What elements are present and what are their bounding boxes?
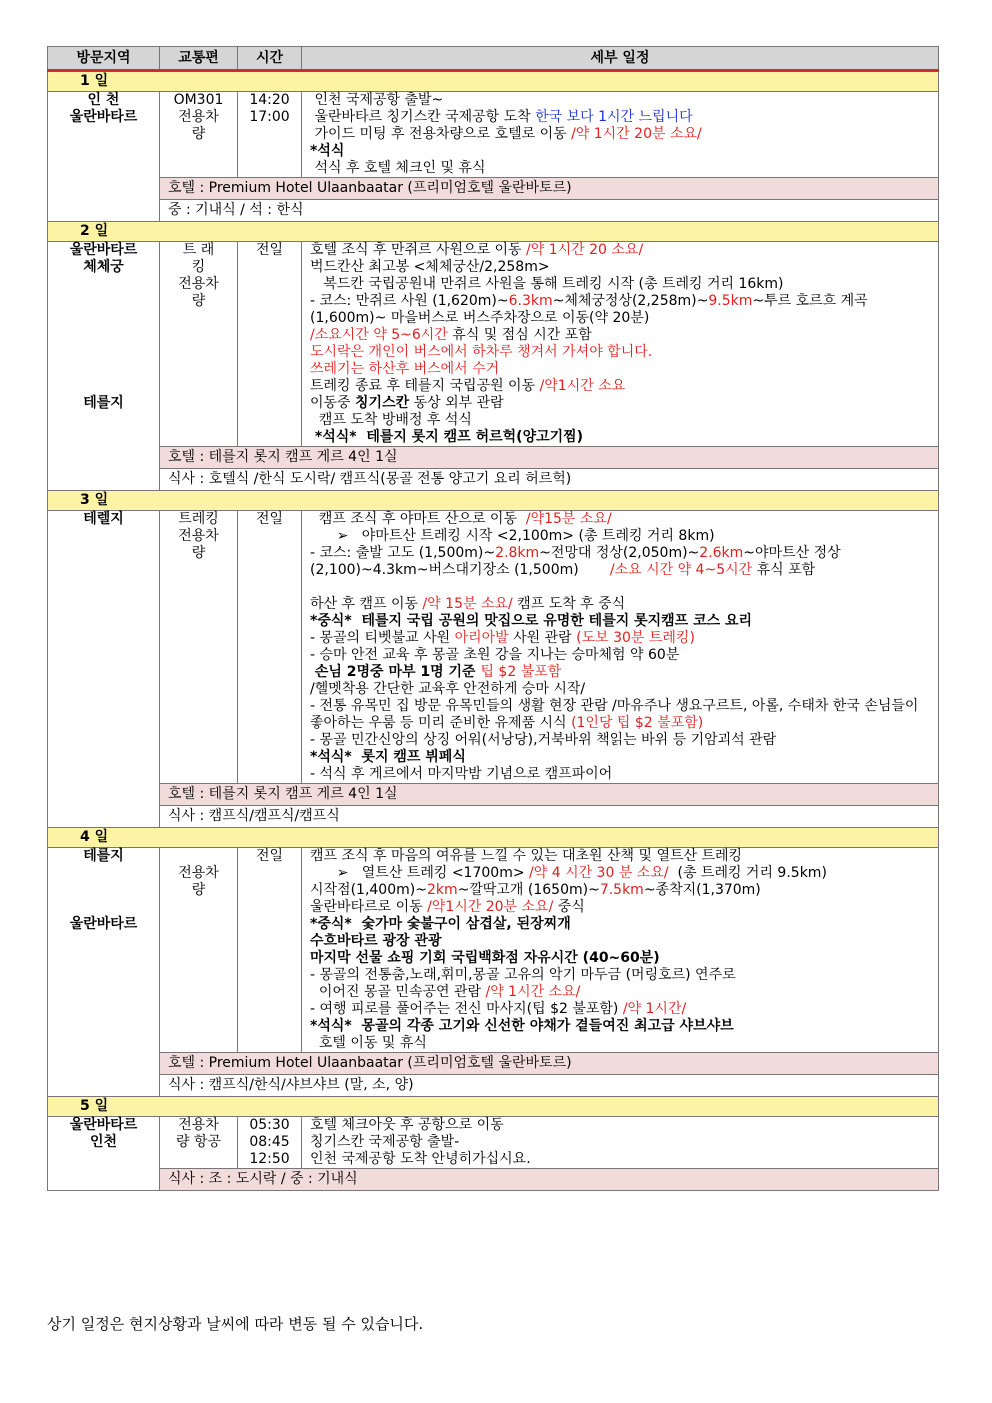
detail-text: /약 1시간 20분 소요/ bbox=[571, 126, 702, 142]
detail-text: 호텔 이동 및 휴식 bbox=[310, 1035, 427, 1051]
meal-row bbox=[48, 469, 939, 491]
detail-text: 도시락은 개인이 버스에서 하차루 챙겨서 가셔야 합니다. bbox=[310, 344, 653, 360]
detail-text: 칭기스칸 국제공항 출발- bbox=[310, 1134, 460, 1150]
detail-text: 가이드 미팅 후 전용차량으로 호텔로 이동 bbox=[310, 126, 572, 142]
day-row bbox=[48, 491, 939, 511]
detail-line bbox=[310, 511, 934, 528]
detail-line bbox=[310, 395, 934, 412]
meal-info: 식사 : 캠프식/캠프식/캠프식 bbox=[160, 806, 939, 828]
detail-line bbox=[310, 242, 934, 259]
detail-line bbox=[310, 698, 934, 732]
detail-text: - 코스: 만쥐르 사원 (1,620m)~ bbox=[310, 293, 509, 309]
transport-cell: 전용차 량 항공 bbox=[160, 1117, 238, 1169]
detail-text: 석식 후 호텔 체크인 및 휴식 bbox=[310, 160, 486, 176]
detail-text: *중식* 숯가마 숯불구이 삼겹살, 된장찌개 bbox=[310, 916, 571, 932]
detail-text: *석식* 몽골의 각종 고기와 신선한 야채가 곁들여진 최고급 샤브샤브 bbox=[310, 1018, 734, 1034]
meal-row bbox=[48, 1169, 939, 1191]
detail-line bbox=[310, 143, 934, 160]
transport-cell: 전용차 량 bbox=[160, 848, 238, 1053]
detail-line bbox=[310, 276, 934, 293]
detail-line bbox=[310, 126, 934, 143]
hotel-info: 호텔 : 테를지 롯지 캠프 게르 4인 1실 bbox=[160, 784, 939, 806]
transport-cell: OM301 전용차 량 bbox=[160, 92, 238, 178]
detail-text: 사원 관람 bbox=[508, 630, 577, 646]
detail-text: ~전망대 정상(2,050m)~ bbox=[539, 545, 700, 561]
detail-text: - 석식 후 게르에서 마지막밤 기념으로 캠프파이어 bbox=[310, 766, 613, 782]
detail-text: ~투르 호르흐 계곡 (1,600m)~ 마을버스로 버스주차장으로 이동(약 20분) bbox=[310, 293, 873, 326]
time-cell: 전일 bbox=[238, 848, 302, 1053]
detail-line bbox=[310, 1018, 934, 1035]
detail-line bbox=[310, 899, 934, 916]
meal-row bbox=[48, 806, 939, 828]
hotel-info: 호텔 : Premium Hotel Ulaanbaatar (프리미엄호텔 울란바토르) bbox=[160, 178, 939, 200]
meal-row bbox=[48, 200, 939, 222]
detail-line bbox=[310, 259, 934, 276]
detail-text: - 몽골 민간신앙의 상징 어워(서낭당),거북바위 책읽는 바위 등 기암괴석 관람 bbox=[310, 732, 777, 748]
detail-text: /약 1시간 20 소요/ bbox=[526, 242, 644, 258]
footnote: 상기 일정은 현지상황과 날씨에 따라 변동 될 수 있습니다. bbox=[47, 1315, 424, 1333]
day-row bbox=[48, 828, 939, 848]
detail-text: 9.5km bbox=[708, 293, 753, 309]
detail-cell bbox=[302, 848, 939, 1053]
detail-text: 2km bbox=[426, 882, 458, 898]
detail-line bbox=[310, 579, 934, 596]
detail-text: /약 1시간 소요/ bbox=[485, 984, 581, 1000]
detail-line bbox=[310, 1001, 934, 1018]
detail-text: /약 1시간/ bbox=[622, 1001, 687, 1017]
detail-line bbox=[310, 916, 934, 933]
detail-text: 복드칸 국립공원내 만쥐르 사원을 통해 트레킹 시작 (총 트레킹 거리 16km) bbox=[310, 276, 784, 292]
detail-text: 휴식 포함 bbox=[752, 562, 816, 578]
detail-line bbox=[310, 681, 934, 698]
detail-line bbox=[310, 933, 934, 950]
region-cell: 테렐지 bbox=[48, 511, 160, 828]
detail-text: *석식* 롯지 캠프 뷔페식 bbox=[310, 749, 466, 765]
hotel-row bbox=[48, 447, 939, 469]
detail-line bbox=[310, 1117, 934, 1134]
detail-text: ~야마트산 정상(2,100)~4.3km~버스대기장소 (1,500m) bbox=[310, 545, 841, 578]
schedule-row bbox=[48, 848, 939, 1053]
detail-text: ~체체궁정상(2,258m)~ bbox=[552, 293, 709, 309]
detail-cell bbox=[302, 511, 939, 784]
detail-text: *중식* 테를지 국립 공원의 맛집으로 유명한 테를지 롯지캠프 코스 요리 bbox=[310, 613, 753, 629]
header-transport: 교통편 bbox=[160, 47, 238, 71]
meal-info: 식사 : 조 : 도시락 / 중 : 기내식 bbox=[160, 1169, 939, 1191]
detail-text: 울란바타르 칭기스칸 국제공항 도착 bbox=[310, 109, 536, 125]
detail-text: 울란바타르로 이동 bbox=[310, 899, 428, 915]
day-row bbox=[48, 71, 939, 92]
detail-line bbox=[310, 361, 934, 378]
detail-text: 마지막 선물 쇼핑 기회 국립백화점 자유시간 (40~60분) bbox=[310, 950, 660, 966]
transport-cell: 트 래 킹 전용차 량 bbox=[160, 242, 238, 447]
detail-line bbox=[310, 1134, 934, 1151]
detail-line bbox=[310, 732, 934, 749]
schedule-row bbox=[48, 1117, 939, 1169]
detail-text: 동상 외부 관람 bbox=[409, 395, 504, 411]
detail-text: 호텔 조식 후 만쥐르 사원으로 이동 bbox=[310, 242, 527, 258]
detail-text: 휴식 및 점심 시간 포함 bbox=[447, 327, 592, 343]
detail-text: (1인당 팁 $2 불포함) bbox=[571, 715, 704, 731]
detail-text: /소요 시간 약 4~5시간 bbox=[609, 562, 753, 578]
detail-cell bbox=[302, 242, 939, 447]
schedule-row bbox=[48, 242, 939, 447]
detail-line bbox=[310, 429, 934, 446]
meal-info: 중 : 기내식 / 석 : 한식 bbox=[160, 200, 939, 222]
day-label: 2 일 bbox=[48, 222, 939, 242]
detail-text: 호텔 체크아웃 후 공항으로 이동 bbox=[310, 1117, 504, 1133]
region-cell: 울란바타르 인천 bbox=[48, 1117, 160, 1191]
detail-text: 하산 후 캠프 이동 bbox=[310, 596, 423, 612]
detail-text: - 여행 피로를 풀어주는 전신 마사지(팁 $2 불포함) bbox=[310, 1001, 623, 1017]
detail-text: 중식 bbox=[553, 899, 585, 915]
detail-line bbox=[310, 545, 934, 579]
schedule-row bbox=[48, 511, 939, 784]
detail-line bbox=[310, 293, 934, 327]
itinerary-body bbox=[48, 71, 939, 1191]
detail-line bbox=[310, 92, 934, 109]
detail-text: 2.8km bbox=[495, 545, 540, 561]
detail-text: 6.3km bbox=[508, 293, 553, 309]
detail-text: ➢ 야마트산 트레킹 시작 <2,100m> (총 트레킹 거리 8km) bbox=[310, 528, 715, 544]
detail-text: 이어진 몽골 민속공연 관람 bbox=[310, 984, 486, 1000]
detail-text: - 코스: 출발 고도 (1,500m)~ bbox=[310, 545, 496, 561]
header-time: 시간 bbox=[238, 47, 302, 71]
detail-text: 캠프 조식 후 야마트 산으로 이동 bbox=[310, 511, 526, 527]
detail-line bbox=[310, 664, 934, 681]
meal-row bbox=[48, 1075, 939, 1097]
detail-line bbox=[310, 344, 934, 361]
detail-text: - 승마 안전 교육 후 몽골 초원 강을 지나는 승마체험 약 60분 bbox=[310, 647, 680, 663]
hotel-row bbox=[48, 178, 939, 200]
detail-text: 이동중 bbox=[310, 395, 356, 411]
detail-text: - 몽골의 티벳불교 사원 bbox=[310, 630, 455, 646]
detail-line bbox=[310, 865, 934, 882]
detail-text: /헬멧착용 간단한 교육후 안전하게 승마 시작/ bbox=[310, 681, 586, 697]
detail-line bbox=[310, 882, 934, 899]
region-cell: 울란바타르 체체궁 테를지 bbox=[48, 242, 160, 491]
detail-text: /약 15분 소요/ bbox=[422, 596, 513, 612]
meal-info: 식사 : 캠프식/한식/샤브샤브 (말, 소, 양) bbox=[160, 1075, 939, 1097]
itinerary-table bbox=[47, 46, 939, 1191]
hotel-row bbox=[48, 784, 939, 806]
hotel-info: 호텔 : 테를지 롯지 캠프 게르 4인 1실 bbox=[160, 447, 939, 469]
detail-text: ~깔딱고개 (1650m)~ bbox=[457, 882, 600, 898]
detail-text: 캠프 도착 방배정 후 석식 bbox=[310, 412, 472, 428]
detail-line bbox=[310, 109, 934, 126]
detail-text: 한국 보다 1시간 느립니다 bbox=[535, 109, 693, 125]
detail-text: /약1시간 소요 bbox=[539, 378, 626, 394]
detail-line bbox=[310, 327, 934, 344]
time-cell: 14:20 17:00 bbox=[238, 92, 302, 178]
detail-text: /약 4 시간 30 분 소요/ bbox=[529, 865, 669, 881]
detail-line bbox=[310, 950, 934, 967]
header-detail: 세부 일정 bbox=[302, 47, 939, 71]
detail-line bbox=[310, 412, 934, 429]
detail-text: /약15분 소요/ bbox=[525, 511, 612, 527]
day-label: 4 일 bbox=[48, 828, 939, 848]
detail-line bbox=[310, 630, 934, 647]
day-label: 5 일 bbox=[48, 1097, 939, 1117]
detail-text: 캠프 도착 후 중식 bbox=[512, 596, 626, 612]
detail-line bbox=[310, 160, 934, 177]
detail-text: 2.6km bbox=[699, 545, 744, 561]
detail-text: /소요시간 약 5~6시간 bbox=[310, 327, 448, 343]
detail-line bbox=[310, 967, 934, 984]
detail-line bbox=[310, 528, 934, 545]
detail-line bbox=[310, 596, 934, 613]
detail-line bbox=[310, 378, 934, 395]
hotel-row bbox=[48, 1053, 939, 1075]
detail-line bbox=[310, 1035, 934, 1052]
detail-line bbox=[310, 984, 934, 1001]
hotel-info: 호텔 : Premium Hotel Ulaanbaatar (프리미엄호텔 울란바토르) bbox=[160, 1053, 939, 1075]
detail-text: *석식 bbox=[310, 143, 345, 159]
table-header-row bbox=[48, 47, 939, 71]
day-label: 1 일 bbox=[48, 71, 939, 92]
detail-text: 7.5km bbox=[599, 882, 644, 898]
detail-text: *석식* 테를지 롯지 캠프 허르헉(양고기찜) bbox=[310, 429, 584, 445]
detail-line bbox=[310, 647, 934, 664]
detail-text: 손님 2명중 마부 1명 기준 bbox=[310, 664, 481, 680]
time-cell: 05:30 08:45 12:50 bbox=[238, 1117, 302, 1169]
detail-text: - 전통 유목민 집 방문 유목민들의 생활 현장 관람 /마유주나 생요구르트, 아롤, 수태차 한국 손님들이 좋아하는 우룸 등 미리 준비한 유제품 시식 bbox=[310, 698, 923, 731]
detail-text: - 몽골의 전통춤,노래,휘미,몽골 고유의 악기 마두금 (머링호르) 연주로 bbox=[310, 967, 736, 983]
time-cell: 전일 bbox=[238, 242, 302, 447]
detail-text: 캠프 조식 후 마음의 여유를 느낄 수 있는 대초원 산책 및 열트산 트레킹 bbox=[310, 848, 743, 864]
detail-text: 아리아발 bbox=[454, 630, 509, 646]
detail-text: ➢ 열트산 트레킹 <1700m> bbox=[310, 865, 530, 881]
detail-text: 인천 국제공항 출발~ bbox=[310, 92, 444, 108]
detail-line bbox=[310, 848, 934, 865]
detail-text: 팁 $2 불포함 bbox=[480, 664, 562, 680]
detail-text: (총 트레킹 거리 9.5km) bbox=[668, 865, 827, 881]
region-cell: 인 천 울란바타르 bbox=[48, 92, 160, 222]
detail-line bbox=[310, 613, 934, 630]
detail-text: 트레킹 종료 후 테를지 국립공원 이동 bbox=[310, 378, 540, 394]
time-cell: 전일 bbox=[238, 511, 302, 784]
detail-cell bbox=[302, 92, 939, 178]
region-cell: 테를지 울란바타르 bbox=[48, 848, 160, 1097]
day-label: 3 일 bbox=[48, 491, 939, 511]
detail-text: /약1시간 20분 소요/ bbox=[427, 899, 554, 915]
transport-cell: 트레킹 전용차 량 bbox=[160, 511, 238, 784]
detail-cell bbox=[302, 1117, 939, 1169]
detail-text: 시작점(1,400m)~ bbox=[310, 882, 427, 898]
detail-line bbox=[310, 749, 934, 766]
day-row bbox=[48, 1097, 939, 1117]
detail-text: (도보 30분 트레킹) bbox=[576, 630, 695, 646]
meal-info: 식사 : 호텔식 /한식 도시락/ 캠프식(몽골 전통 양고기 요리 허르헉) bbox=[160, 469, 939, 491]
detail-line bbox=[310, 766, 934, 783]
detail-text: 벅드칸산 최고봉 <체체궁산/2,258m> bbox=[310, 259, 550, 275]
day-row bbox=[48, 222, 939, 242]
schedule-row bbox=[48, 92, 939, 178]
detail-text: ~종착지(1,370m) bbox=[643, 882, 761, 898]
detail-text: 인천 국제공항 도착 안녕히가십시요. bbox=[310, 1151, 531, 1167]
detail-text: 수흐바타르 광장 관광 bbox=[310, 933, 442, 949]
detail-text: 쓰레기는 하산후 버스에서 수거 bbox=[310, 361, 500, 377]
itinerary bbox=[47, 46, 939, 1191]
detail-text: 칭기스칸 bbox=[355, 395, 410, 411]
detail-line bbox=[310, 1151, 934, 1168]
header-region: 방문지역 bbox=[48, 47, 160, 71]
